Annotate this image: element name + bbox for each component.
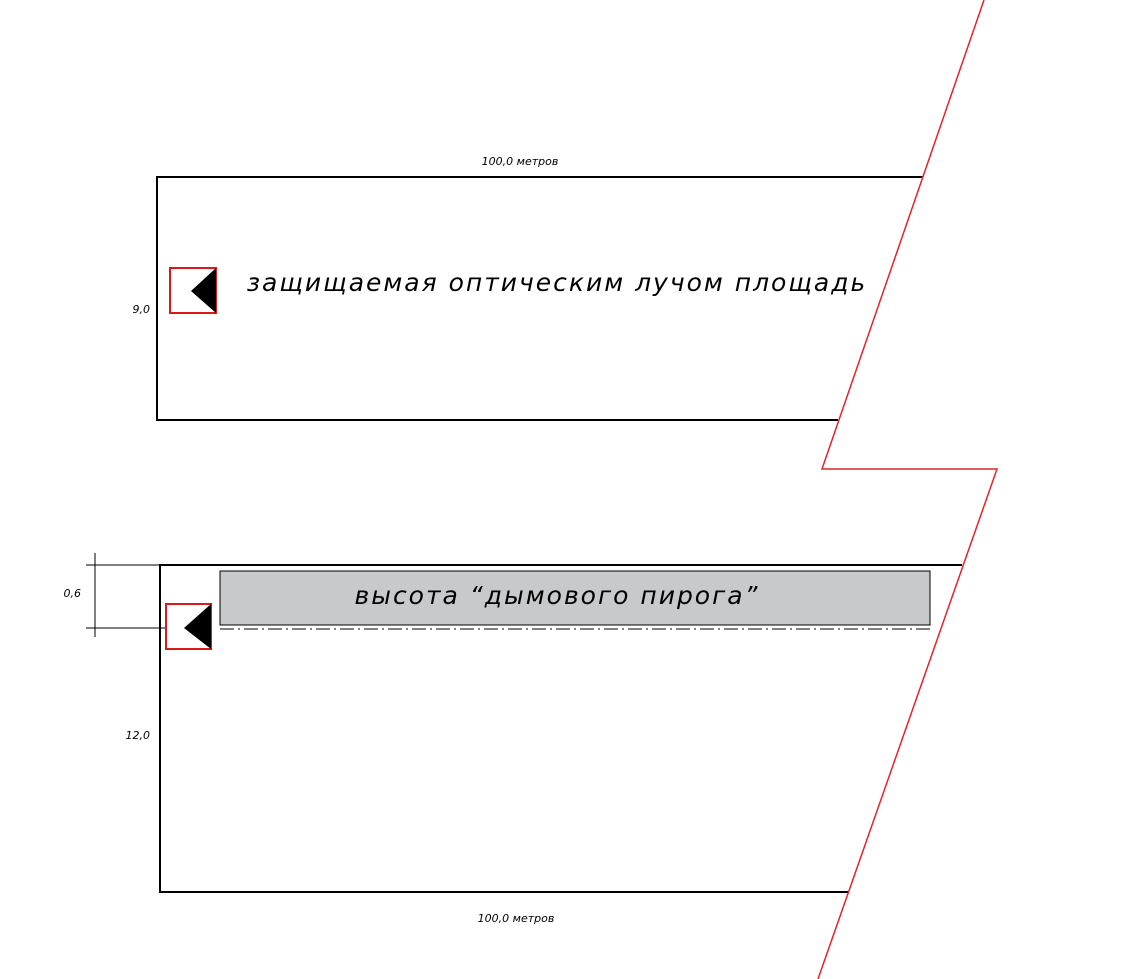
bottom-height-label: 12,0: [125, 729, 150, 742]
protected-area-label: защищаемая оптическим лучом площадь: [246, 268, 868, 297]
top-beam-detector-icon: [170, 268, 216, 313]
bottom-section-view: [64, 553, 963, 925]
top-plan-view: [133, 155, 924, 420]
break-line: [818, 0, 997, 979]
bottom-beam-detector-icon: [166, 604, 211, 649]
bottom-width-label: 100,0 метров: [477, 912, 555, 925]
top-width-label: 100,0 метров: [481, 155, 559, 168]
smoke-offset-label: 0,6: [63, 587, 81, 600]
top-height-label: 9,0: [132, 303, 150, 316]
top-plan-outline: [157, 177, 923, 420]
smoke-layer-label: высота “дымового пирога”: [354, 581, 760, 610]
